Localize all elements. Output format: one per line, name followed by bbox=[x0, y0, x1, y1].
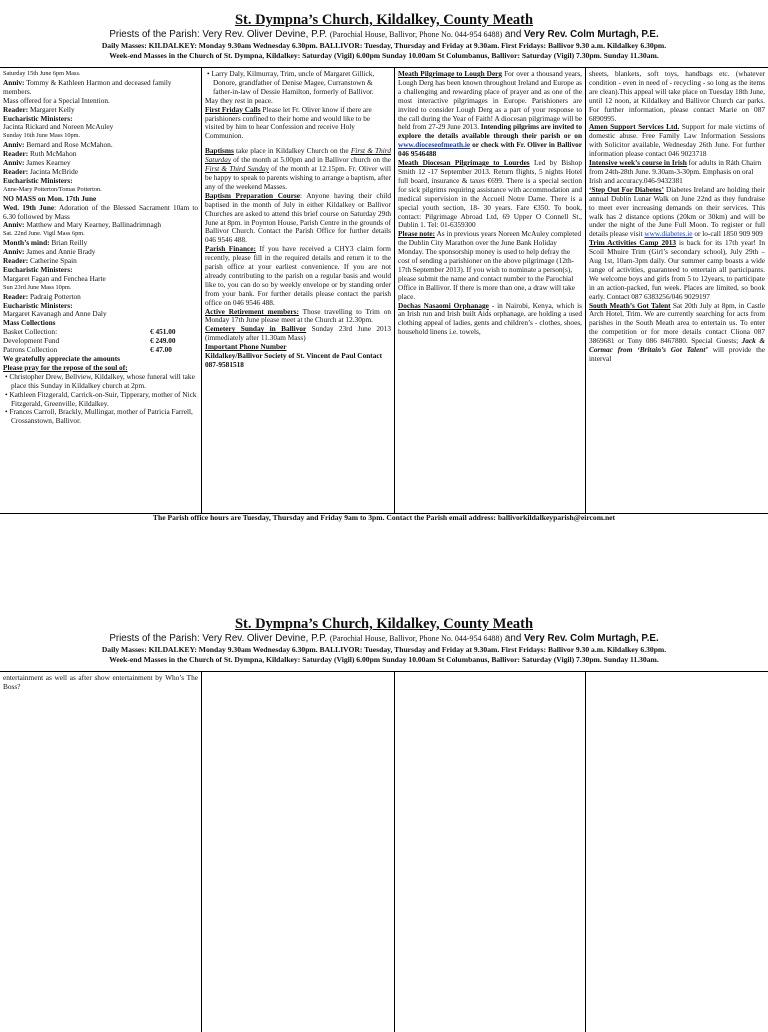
daily-masses: Daily Masses: KILDALKEY: Monday 9.30am Wednesday 6.30pm. BALLIVOR: Tuesday, Thursday and Friday at 9.30am. First Fridays: Ballivor 9.30 a.m. Kildalkey 6.30pm. bbox=[101, 645, 667, 654]
column-empty bbox=[586, 672, 768, 1032]
column-pilgrimages: Meath Pilgrimage to Lough Derg For over a thousand years, Lough Derg has been known throughout Ireland and Europe as a challenging and rewarding place of prayer and as one of the most interactive pilgrimages in Europe. Parishioners are invited to consider Lough Derg as a part of your response to the call during the Year of Faith! A diocesan pilgrimage will be held from 27-29 June 2013. Intending pilgrims are invited to explore the details available through their parish or on www.dioceseofmeath.ie or check with Fr. Oliver in Ballivor 046 9546488 Meath Diocesan Pilgrimage to Lourdes Led by Bishop Smith 12 -17 September 2013. Return flights, 5 nights Hotel full board, insurance & taxes €699. There is a special section for sick pilgrims requiring assistance with accommodation and medical supervision in the Accueil Notre Dame. There is a special youth section, 18- 30 years. Fare €350. To book, contact: Pilgrimage Abroad Ltd, 69 Upper O Connell St., Dublin 1. Tel: 01-6359300 Please note: As in previous years Noreen McAuley completed the Dublin City Marathon over the June Bank Holiday Monday. The sponsorship money is used to help defray the cost of sending a parishioner on the above pilgrimage (12th-17th September 2013). If you wish to nominate a person(s), please submit the name and contact number to the Parochial Office in Ballivor. If there is more than one, a draw will take place. Dochas Nasaomi Orphanage - in Nairobi, Kenya, which is an Irish run and Irish built Aids orphanage, are holding a used clothing appeal of ladies, gents and children’s - clothes, shoes, household linens i.e. towels, bbox=[395, 68, 586, 513]
column-parish-notices: • Larry Daly, Kilmurray, Trim, uncle of Margaret Gillick, Donore, grandfather of Denise Magee, Curranstown & father-in-law of Dessie Hamilton, formerly of Ballivor. May they rest in peace. First Friday Calls Please let Fr. Oliver know if there are parishioners confined to their home and would like to be visited by him to hear Confession and receive Holy Communion. Baptisms take place in Kildalkey Church on the First & Third Saturday of the month at 5.00pm and in Ballivor church on the First & Third Sunday of the month at 12.15pm. Fr. Oliver will be happy to speak to parents wishing to arrange a baptism, after any of the weekend Masses. Baptism Preparation Course: Anyone having their child baptised in the month of July in either Kildalkey or Ballivor Churches are asked to attend this brief course on Saturday 29th June at 8pm. in Poynton House, Parish Centre in the grounds of Ballivor Church. Contact the Parish Office for further details 046 9546 488. Parish Finance: If you have received a CHY3 claim form recently, please fill in the required details and return it to the parish office at your earliest convenience. If you are not already contributing to the parish on a regular basis and would like to, you can do so by weekly envelope or by standing order from your bank. For further details please contact the parish office on 046 9546 488. Active Retirement members: Those travelling to Trim on Monday 17th June please meet at the Church at 12.30pm. Cemetery Sunday in Ballivor Sunday 23rd June 2013 (immediately after 11.30am Mass) Important Phone Number Kildalkey/Ballivor Society of St. Vincent de Paul Contact 087-9581518 bbox=[202, 68, 395, 513]
repose-item: • Christopher Drew, Bellview, Kildalkey, whose funeral will take place this Sunday in Kildalkey church at 2pm. bbox=[5, 371, 195, 390]
collection-row: Basket Collection: € 451.00 bbox=[3, 327, 176, 337]
bulletin-page-1 bbox=[0, 12, 768, 522]
column-continued: entertainment as well as after show entertainment by Who’s The Boss? bbox=[0, 672, 202, 1032]
repose-item: • Kathleen Fitzgerald, Carrick-on-Suir, Tipperary, mother of Nick Fitzgerald, Greenville, Kildalkey. bbox=[5, 389, 197, 408]
collection-row: Development Fund € 249.00 bbox=[3, 336, 176, 346]
repose-item: • Frances Carroll, Brackly, Mullingar, mother of Patricia Farrell, Crossanstown, Ballivor. bbox=[5, 407, 193, 426]
column-community-events: sheets, blankets, soft toys, handbags etc. (whatever condition - even in need of - recycling - so long as the items are clean).This appeal will take place on Tuesday 18th June, until 12 noon, at Kildalkey and Ballivor Church car parks. For further information, please contact Marie on 087 6890995. Amen Support Services Ltd. Support for male victims of domestic abuse. Free Family Law Information Sessions with Solicitor available, Wednesday 26th June. For further information please contact 046 9023718 Intensive week’s course in Irish for adults in Ráth Chairn from 24th-28th June. 9.30am-3-30pm. Emphasis on oral Irish and accuracy.046-9432381 ‘Step Out For Diabetes’ Diabetes Ireland are holding their annual Dublin Lunar Walk on June 22nd as they fundraise to meet ever increasing demands on their services. This walk has 2 distance options (20km or 30km) and will be under the night of the June Full Moon. To register or full details please visit www.diabetes.ie or lo-call 1850 909 909 Trim Activities Camp 2013 is back for its 17th year! In Scoil Mhuire Trim (Girl’s secondary school), July 29th –Aug 1st, 10am-3pm daily. Our summer camp boasts a wide range of activities, guaranteed to entertain all participants. We welcome boys and girls from 5 to 12years, to participate in an action-packed, fun week. Places are limited, so book early. Contact 087 6383256/046 9029197 South Meath’s Got Talent Sat 20th July at 8pm, in Castle Arch Hotel, Trim. We are currently searching for acts from parishes in the South Meath area to entertain us. To enter the competition or for more details contact Cliona 087 3869681 or Tony 086 8467880. Special Guests; Jack & Cormac from ‘Britain’s Got Talent’ will provide the interval bbox=[589, 69, 766, 363]
priests-line: Priests of the Parish: Very Rev. Oliver Devine, P.P. (Parochial House, Ballivor, Phone No. 044-954 6488) and Very Rev. Colm Murtagh, P.E. bbox=[109, 633, 659, 644]
bulletin-columns bbox=[0, 67, 768, 514]
daily-masses: Daily Masses: KILDALKEY: Monday 9.30am Wednesday 6.30pm. BALLIVOR: Tuesday, Thursday and Friday at 9.30am. First Fridays: Ballivor 9.30 a.m. Kildalkey 6.30pm. bbox=[101, 41, 667, 50]
office-hours-footer: The Parish office hours are Tuesday, Thursday and Friday 9am to 3pm. Contact the Parish email address: ballivorkildalkeyparish@eircom.net bbox=[152, 513, 616, 522]
weekend-masses: Week-end Masses in the Church of St. Dympna, Kildalkey: Saturday (Vigil) 6.00pm Sunday 10.00am St Columbanus, Ballivor: Saturday (Vigil) 7.30pm. Sunday 11.30am. bbox=[109, 654, 659, 664]
mass-collections-heading: Mass Collections bbox=[3, 318, 56, 328]
column-empty bbox=[395, 672, 586, 1032]
repose-item: • Larry Daly, Kilmurray, Trim, uncle of Margaret Gillick, Donore, grandfather of Denise Magee, Curranstown & father-in-law of Dessie Hamilton, formerly of Ballivor. bbox=[207, 69, 375, 96]
priests-line: Priests of the Parish: Very Rev. Oliver Devine, P.P. (Parochial House, Ballivor, Phone No. 044-954 6488) and Very Rev. Colm Murtagh, P.E. bbox=[109, 29, 659, 40]
diabetes-link[interactable]: www.diabetes.ie bbox=[644, 229, 693, 239]
bulletin-columns bbox=[0, 671, 768, 1032]
church-title: St. Dympna’s Church, Kildalkey, County Meath bbox=[234, 12, 534, 28]
collection-row: Patrons Collection € 47.00 bbox=[3, 345, 172, 355]
bulletin-page-2 bbox=[0, 616, 768, 691]
weekend-masses: Week-end Masses in the Church of St. Dympna, Kildalkey: Saturday (Vigil) 6.00pm Sunday 10.00am St Columbanus, Ballivor: Saturday (Vigil) 7.30pm. Sunday 11.30am. bbox=[109, 50, 659, 60]
church-title: St. Dympna’s Church, Kildalkey, County Meath bbox=[234, 616, 534, 632]
column-mass-intentions: Saturday 15th June 6pm Mass. Anniv: Tommy & Kathleen Harmon and deceased family members. Mass offered for a Special Intention. Reader: Margaret Kelly Eucharistic Ministers: Jacinta Rickard and Noreen McAuley Sunday 16th June Mass 10pm. Anniv: Bernard and Rose McMahon. Reader: Ruth McMahon Anniv: James Kearney Reader: Jacinta McBride Eucharistic Ministers: Anne-Mary Potterton/Tomas Potterton. NO MASS on Mon. 17th June Wed. 19th June: Adoration of the Blessed Sacrament 10am to 6.30 followed by Mass Anniv: Matthew and Mary Kearney, Ballinadrimnagh Sat. 22nd June. Vigil Mass 6pm. Month’s mind: Brian Reilly Anniv: James and Annie Brady Reader: Catherine Spain Eucharistic Ministers: Margaret Fagan and Fenchea Harte Sun 23rd June Mass 10pm. Reader: Padraig Potterton Eucharistic Ministers: Margaret Kavanagh and Anne Daly Mass Collections Basket Collection: € 451.00 Development Fund € 249.00 Patrons Collection € 47.00 We gratefully appreciate the amounts Please pray for the repose of the soul of: • Christopher Drew, Bellview, Kildalkey, whose funeral will take place this Sunday in Kildalkey church at 2pm. • Kathleen Fitzgerald, Carrick-on-Suir, Tipperary, mother of Nick Fitzgerald, Greenville, Kildalkey. • Frances Carroll, Brackly, Mullingar, mother of Patricia Farrell, Crossanstown, Ballivor. bbox=[0, 68, 202, 513]
column-empty bbox=[202, 672, 395, 1032]
diocese-link[interactable]: www.dioceseofmeath.ie bbox=[398, 140, 471, 150]
